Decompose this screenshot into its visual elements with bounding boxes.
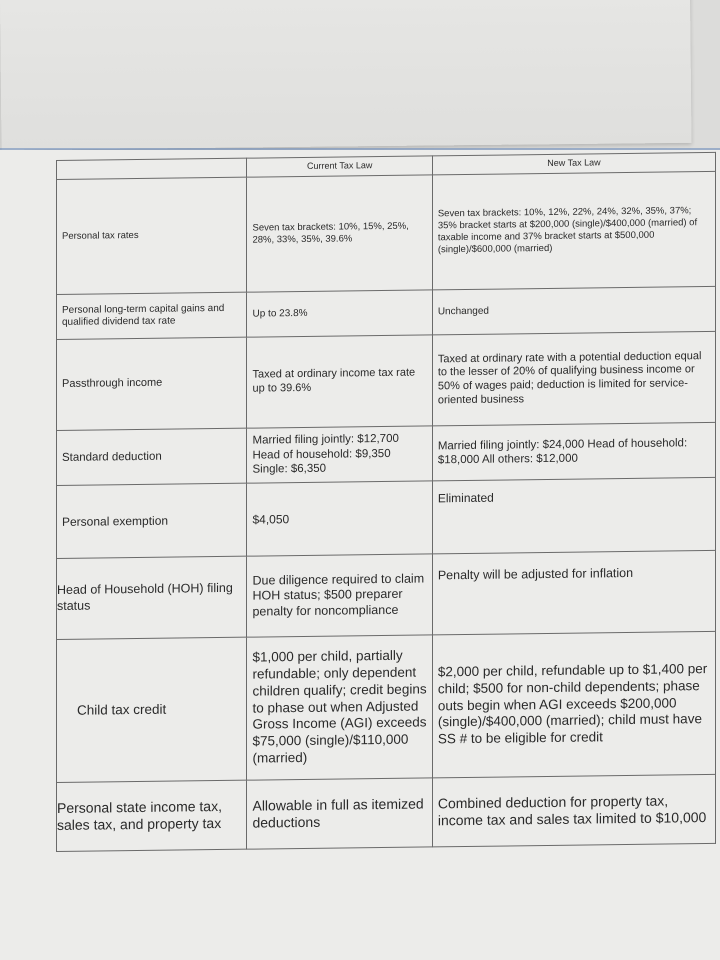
row-label: Personal tax rates [57,177,247,294]
table-row [57,286,716,339]
current-law-cell: $1,000 per child, partially refundable; only dependent children qualify; credit begins to phase out when Adjusted Gross Income (AGI) exceeds $75,000 (single)/$110,000 (married) [247,635,432,780]
comparison-table [56,152,716,852]
table-row [57,550,716,639]
previous-page [0,0,692,150]
new-law-cell: Combined deduction for property tax, income tax and sales tax limited to $10,000 [432,774,715,846]
table-row [57,171,716,294]
current-law-cell: Seven tax brackets: 10%, 15%, 25%, 28%, 33%, 35%, 39.6% [247,175,432,292]
new-law-cell: $2,000 per child, refundable up to $1,400 per child; $500 for non-child dependents; phase outs begin when AGI exceeds $200,000 (single)/$400,000 (married); child must have SS # to be eligible for credit [432,631,715,777]
table-row [57,774,716,851]
current-law-cell: Taxed at ordinary income tax rate up to 39.6% [247,335,432,428]
current-law-cell: Up to 23.8% [247,290,432,337]
new-law-cell: Seven tax brackets: 10%, 12%, 22%, 24%, 32%, 35%, 37%; 35% bracket starts at $200,000 (single)/$400,000 (married) of taxable income and 37% bracket starts at $500,000 (single)/$600,000 (married) [432,171,715,289]
current-law-cell: Married filing jointly: $12,700 Head of household: $9,350 Single: $6,350 [247,426,432,483]
header-current-tax-law: Current Tax Law [247,156,432,177]
row-label: Passthrough income [57,337,247,430]
row-label: Head of Household (HOH) filing status [57,556,247,639]
row-label: Personal exemption [57,483,247,558]
new-law-cell: Eliminated [432,477,715,553]
new-law-cell: Penalty will be adjusted for inflation [432,550,715,634]
new-law-cell: Married filing jointly: $24,000 Head of household: $18,000 All others: $12,000 [432,422,715,480]
row-label: Standard deduction [57,428,247,485]
current-law-cell: $4,050 [247,481,432,556]
row-label: Personal long-term capital gains and qualified dividend tax rate [57,292,247,339]
table-row [57,422,716,485]
current-law-cell: Due diligence required to claim HOH status; $500 preparer penalty for noncompliance [247,554,432,637]
row-label: Child tax credit [57,637,247,782]
row-label: Personal state income tax, sales tax, and property tax [57,780,247,851]
header-new-tax-law: New Tax Law [432,152,715,174]
table-row [57,477,716,558]
new-law-cell: Taxed at ordinary rate with a potential deduction equal to the lesser of 20% of qualifying business income or 50% of wages paid; deduction is limited for service-oriented business [432,331,715,425]
table-row [57,331,716,430]
header-blank [57,158,247,179]
new-law-cell: Unchanged [432,286,715,334]
tax-law-comparison [56,152,716,852]
table-row [57,631,716,782]
current-law-cell: Allowable in full as itemized deductions [247,778,432,849]
